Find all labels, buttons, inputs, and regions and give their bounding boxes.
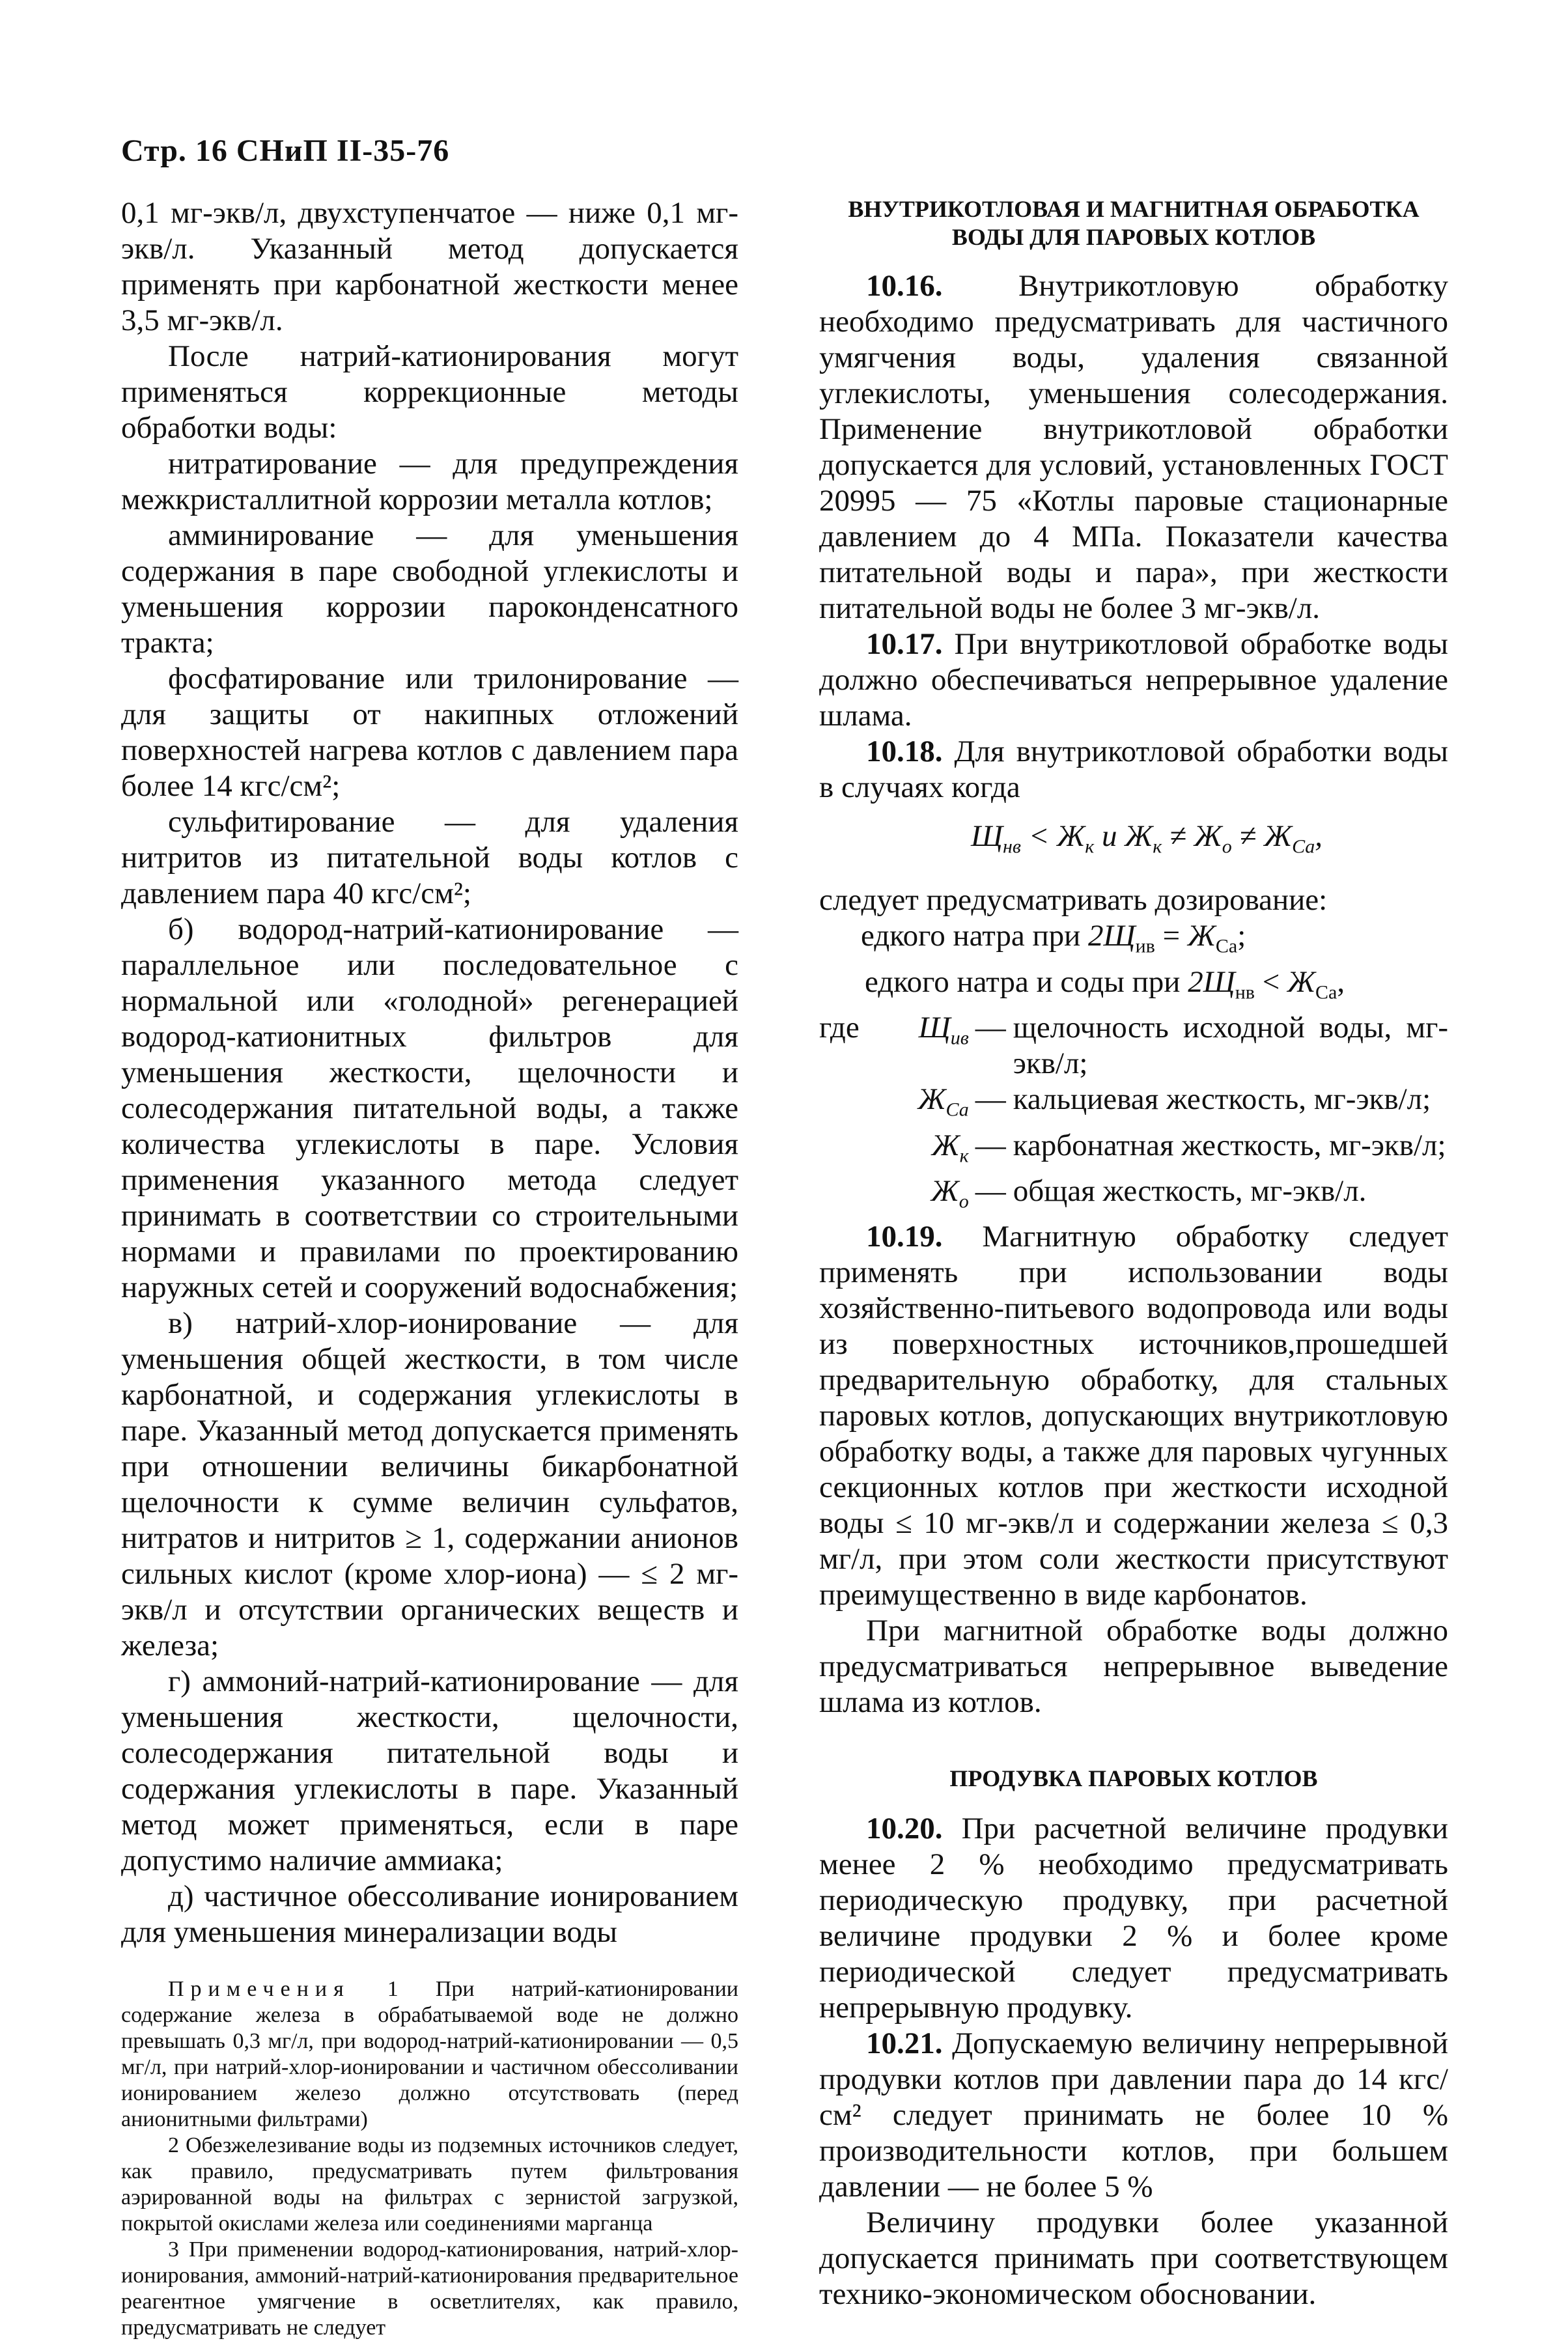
clause-number: 10.21. xyxy=(866,2026,943,2061)
notes-block xyxy=(121,1976,738,2341)
clause-text: Для внутрикотловой обработки воды в случаях когда xyxy=(819,735,1448,804)
paragraph: фосфатирование или трилонирование — для защиты от накипных отложений поверхностей нагрева котлов с давлением пара более 14 кгс/см²; xyxy=(121,662,738,803)
left-column xyxy=(121,195,738,2341)
paragraph: сульфитирование — для удаления нитритов из питательной воды котлов с давлением пара 40 кгс/см²; xyxy=(121,805,738,910)
legend-row xyxy=(819,1010,1448,1082)
note: 3 При применении водород-катионирования, натрий-хлор-ионирования, аммоний-натрий-катионирования предварительное реагентное умягчение в осветлителях, как правило, предусматривать не следует xyxy=(121,2237,738,2340)
paragraph: Величину продувки более указанной допускается принимать при соответствующем технико-экономическом обосновании. xyxy=(819,2206,1448,2312)
page-header: Стр. 16 СНиП II-35-76 xyxy=(121,133,450,168)
paragraph: д) частичное обессоливание ионированием для уменьшения минерализации воды xyxy=(121,1879,738,1949)
legend-text: общая жесткость, мг-экв/л. xyxy=(1013,1173,1367,1208)
formula-line: едкого натра и соды при $2Щ_{нв} < Ж_{Са}$, xyxy=(865,964,1345,1003)
paragraph: 0,1 мг-экв/л, двухступенчатое — ниже 0,1 мг-экв/л. Указанный метод допускается применять при карбонатной жесткости менее 3,5 мг-экв/л. xyxy=(121,196,738,337)
note: 2 Обезжелезивание воды из подземных источников следует, как правило, предусматривать путем фильтрования аэрированной воды на фильтрах с зернистой загрузкой, покрытой окислами железа или соединениями марганца xyxy=(121,2133,738,2236)
note xyxy=(121,1976,738,2133)
clause-number: 10.18. xyxy=(866,735,943,768)
paragraph: б) водород-натрий-катионирование — параллельное или последовательное с нормальной или «голодной» регенерацией водород-катионитных фильтров для уменьшения жесткости, щелочности и солесодержания питательной воды, а также количества углекислоты в паре. Условия применения указанного метода следует принимать в соответствии со строительными нормами и правилами по проектированию наружных сетей и сооружений водоснабжения; xyxy=(121,912,738,1304)
clause-text: При внутрикотловой обработке воды должно обеспечиваться непрерывное удаление шлама. xyxy=(819,627,1448,733)
paragraph-10-21 xyxy=(819,2026,1448,2205)
legend-dash: — xyxy=(975,1128,1006,1162)
paragraph: нитратирование — для предупреждения межкристаллитной коррозии металла котлов; xyxy=(121,447,738,516)
legend-dash: — xyxy=(975,1011,1006,1045)
legend-row xyxy=(819,1082,1448,1127)
clause-text: Магнитную обработку следует применять при использовании воды хозяйственно-питьевого водопровода или воды из поверхностных источников,прошедшей предварительную обработку, для стальных паровых котлов, допускающих внутрикотловую обработку воды, а также для паровых чугунных секционных котлов при жесткости исходной воды ≤ 10 мг-экв/л и содержании железа ≤ 0,3 мг/л, при этом соли жесткости присутствуют преимущественно в виде карбонатов. xyxy=(819,1220,1448,1612)
formula-line: едкого натра при $2Щ_{ив} = Ж_{Са}$; xyxy=(861,919,1246,957)
note-text: 1 При натрий-катионировании содержание железа в обрабатываемой воде не должно превышать 0,3 мг/л, при водород-натрий-катионировании — 0,5 мг/л, при натрий-хлор-ионировании и частичном обессоливании ионированием железо должно отсутствовать (перед анионитными фильтрами) xyxy=(121,1977,738,2131)
legend-row xyxy=(819,1173,1448,1219)
notes-label: Примечения xyxy=(168,1977,350,2001)
paragraph: После натрий-катионирования могут применяться коррекционные методы обработки воды: xyxy=(121,339,738,445)
section-heading: ВНУТРИКОТЛОВАЯ И МАГНИТНАЯ ОБРАБОТКА ВОДЫ ДЛЯ ПАРОВЫХ КОТЛОВ xyxy=(848,196,1420,250)
legend-text: щелочность исходной воды, мг-экв/л; xyxy=(1013,1011,1448,1081)
legend-text: кальциевая жесткость, мг-экв/л; xyxy=(1013,1082,1431,1117)
clause-text: При расчетной величине продувки менее 2 % необходимо предусматривать периодическую продувку, при расчетной величине продувки 2 % и более кроме периодической следует предусматривать непрерывную продувку. xyxy=(819,1812,1449,2025)
paragraph-10-16 xyxy=(819,268,1448,626)
right-column xyxy=(819,195,1448,2312)
paragraph-10-18 xyxy=(819,734,1448,806)
paragraph: следует предусматривать дозирование: xyxy=(819,883,1328,918)
legend-symbol: $Ж_к$ xyxy=(931,1128,969,1166)
paragraph-10-20 xyxy=(819,1811,1448,2026)
clause-text: Допускаемую величину непрерывной продувки котлов при давлении пара до 14 кгс/см² следует принимать не более 10 % производительности котлов, при большем давлении — не более 5 % xyxy=(819,2026,1449,2204)
clause-number: 10.17. xyxy=(866,627,943,661)
legend-symbol: $Ж_о$ xyxy=(931,1173,969,1213)
legend-symbol: $Ж_{Са}$ xyxy=(917,1082,969,1121)
paragraph: амминирование — для уменьшения содержания в паре свободной углекислоты и уменьшения коррозии пароконденсатного тракта; xyxy=(121,518,738,660)
paragraph-10-17 xyxy=(819,626,1448,734)
legend-row xyxy=(819,1128,1448,1173)
legend-symbol: $Щ_{ив}$ xyxy=(918,1011,969,1049)
legend-where: где xyxy=(819,1011,860,1045)
paragraph: При магнитной обработке воды должно предусматриваться непрерывное выведение шлама из котлов. xyxy=(819,1614,1448,1720)
legend-text: карбонатная жесткость, мг-экв/л; xyxy=(1013,1128,1446,1162)
paragraph-10-19 xyxy=(819,1219,1448,1613)
legend-dash: — xyxy=(975,1173,1006,1208)
clause-number: 10.20. xyxy=(866,1812,943,1846)
clause-number: 10.16. xyxy=(866,269,943,303)
section-heading: ПРОДУВКА ПАРОВЫХ КОТЛОВ xyxy=(949,1765,1318,1792)
paragraph: в) натрий-хлор-ионирование — для уменьшения общей жесткости, в том числе карбонатной, и содержания углекислоты в паре. Указанный метод допускается применять при отношении величины бикарбонатной щелочности к сумме величин сульфатов, нитратов и нитритов ≥ 1, содержании анионов сильных кислот (кроме хлор-иона) — ≤ 2 мг-экв/л и отсутствии органических веществ и железа; xyxy=(121,1306,738,1662)
symbol-legend xyxy=(819,1010,1448,1219)
formula: $Щ_{нв} < Ж_к$ и $Ж_к \ne Ж_о \ne Ж_{Са}$, xyxy=(970,819,1323,858)
clause-text: Внутрикотловую обработку необходимо предусматривать для частичного умягчения воды, удаления связанной углекислоты, уменьшения солесодержания. Применение внутрикотловой обработки допускается для условий, установленных ГОСТ 20995 — 75 «Котлы паровые стационарные давлением до 4 МПа. Показатели качества питательной воды и пара», при жесткости питательной воды не более 3 мг-экв/л. xyxy=(819,269,1448,625)
legend-dash: — xyxy=(975,1082,1006,1117)
paragraph: г) аммоний-натрий-катионирование — для уменьшения жесткости, щелочности, солесодержания питательной воды и содержания углекислоты в паре. Указанный метод может применяться, если в паре допустимо наличие аммиака; xyxy=(121,1664,738,1877)
clause-number: 10.19. xyxy=(866,1220,943,1254)
